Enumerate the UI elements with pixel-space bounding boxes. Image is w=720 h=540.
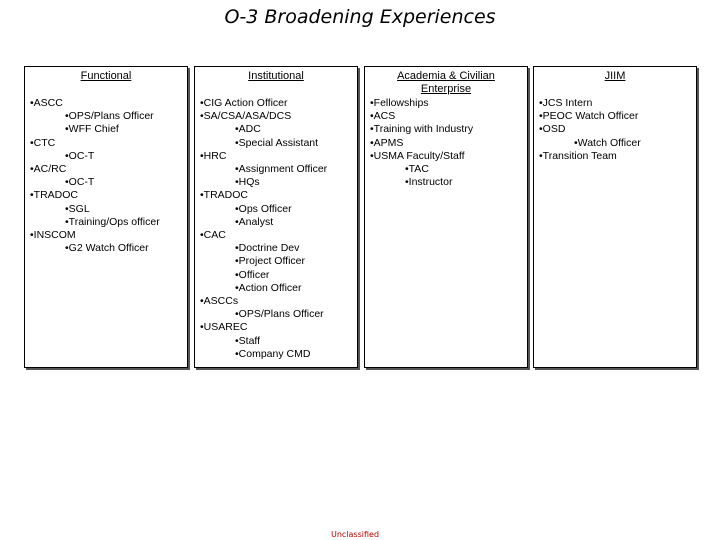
jiim-heading: JIIM (604, 70, 626, 82)
list-item: •Company CMD (235, 347, 311, 360)
list-item: •Staff (235, 334, 261, 347)
list-item: •G2 Watch Officer (65, 242, 149, 255)
list-item: •OC-T (65, 176, 95, 189)
functional-list (25, 97, 160, 255)
list-item: •Watch Officer (574, 136, 641, 149)
list-item: •OSD (539, 123, 566, 136)
list-item: •SA/CSA/ASA/DCS (200, 110, 292, 123)
list-item: •TRADOC (200, 189, 249, 202)
list-item: •OC-T (65, 149, 95, 162)
list-item: •ADC (235, 123, 261, 136)
institutional-heading: Institutional (248, 70, 304, 82)
list-item: •SGL (65, 202, 90, 215)
list-item: •USAREC (200, 321, 248, 334)
list-item: •CAC (200, 229, 226, 242)
list-item: •CTC (30, 136, 56, 149)
list-item: •CIG Action Officer (200, 97, 288, 109)
list-item: •TAC (405, 163, 429, 176)
jiim-box (533, 66, 697, 368)
list-item: •Training/Ops officer (65, 215, 160, 228)
list-item: •Ops Officer (235, 202, 292, 215)
list-item: •ASCCs (200, 295, 239, 308)
list-item: •Officer (235, 268, 270, 281)
list-item: •USMA Faculty/Staff (370, 149, 465, 162)
functional-heading: Functional (80, 70, 132, 82)
list-item: •OPS/Plans Officer (235, 308, 324, 321)
list-item: •Special Assistant (235, 136, 319, 149)
list-item: •APMS (370, 136, 404, 149)
list-item: •HRC (200, 149, 227, 162)
classification-footer: Unclassified (330, 530, 380, 539)
institutional-list (195, 97, 327, 361)
academia-heading: Academia & Civilian Enterprise (397, 70, 495, 95)
functional-box (24, 66, 188, 368)
list-item: •WFF Chief (65, 123, 119, 136)
list-item: •TRADOC (30, 189, 79, 202)
list-item: •ACS (370, 110, 396, 123)
list-item: •Fellowships (370, 97, 429, 109)
list-item: •JCS Intern (539, 97, 593, 109)
list-item: •Transition Team (539, 149, 617, 162)
page-title: O-3 Broadening Experiences (224, 6, 496, 28)
institutional-box (194, 66, 358, 368)
list-item: •Action Officer (235, 281, 302, 294)
academia-box (364, 66, 528, 368)
academia-list (365, 97, 473, 189)
list-item: •Doctrine Dev (235, 242, 300, 255)
list-item: •AC/RC (30, 163, 67, 176)
list-item: •Project Officer (235, 255, 306, 268)
jiim-list (534, 97, 641, 163)
list-item: •INSCOM (30, 229, 76, 242)
list-item: •Instructor (405, 176, 453, 189)
list-item: •Assignment Officer (235, 163, 328, 176)
list-item: •HQs (235, 176, 260, 189)
list-item: •Analyst (235, 215, 274, 228)
list-item: •ASCC (30, 97, 63, 109)
list-item: •PEOC Watch Officer (539, 110, 639, 123)
list-item: •OPS/Plans Officer (65, 110, 154, 123)
list-item: •Training with Industry (370, 123, 474, 136)
